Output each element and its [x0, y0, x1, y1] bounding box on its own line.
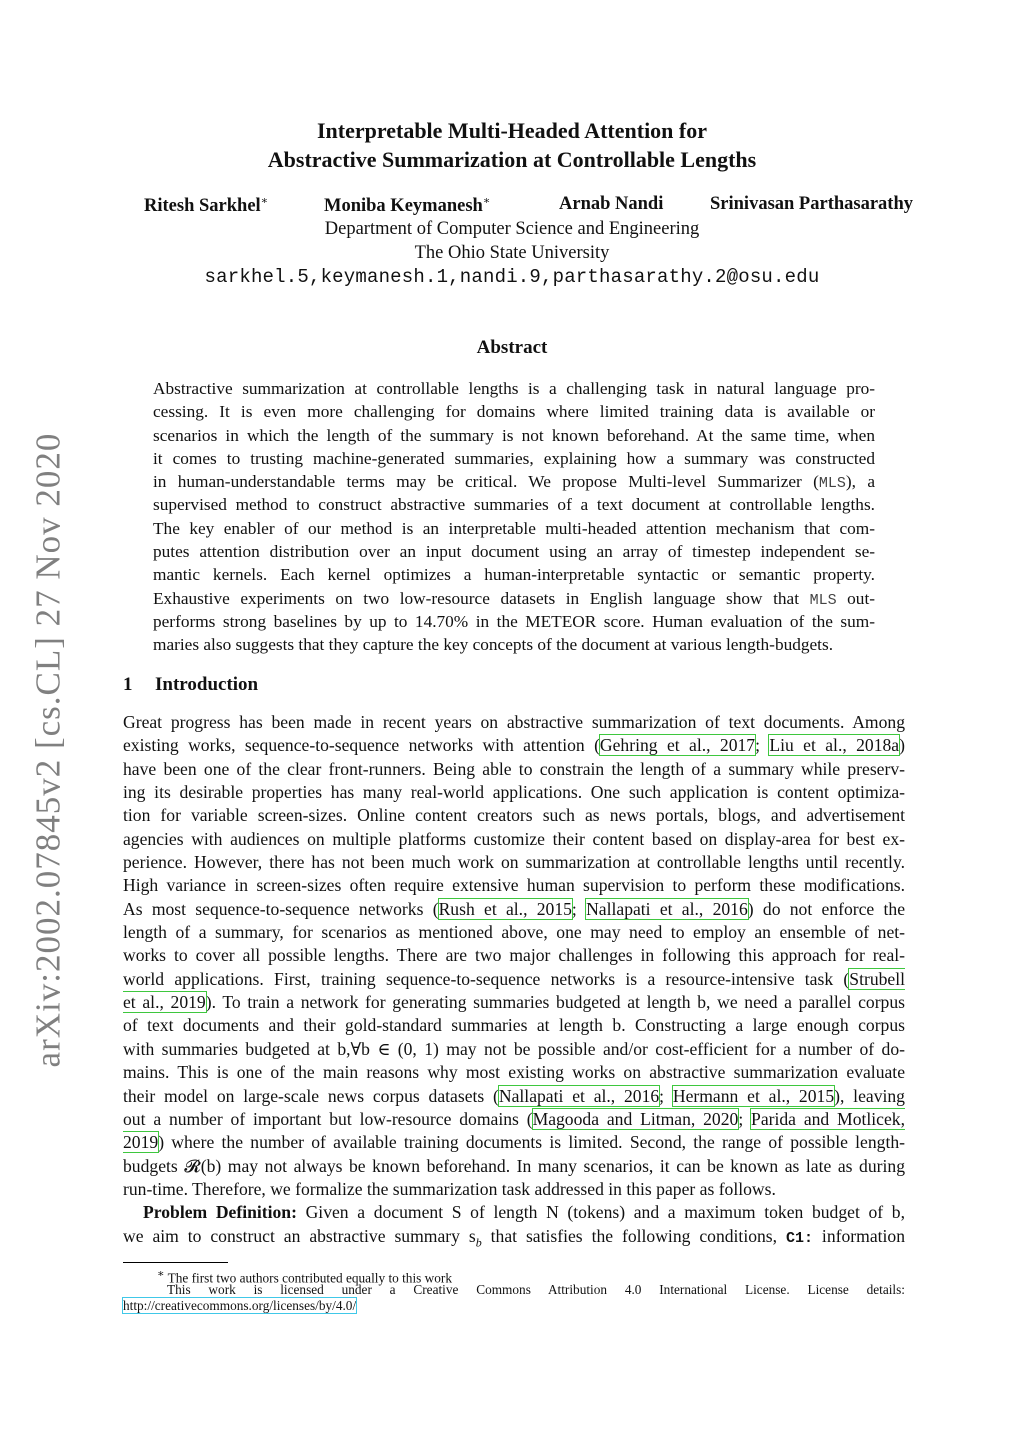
abstract-line: putes attention distribution over an input document using an array of timestep independent se-	[153, 542, 875, 562]
citation-link[interactable]: Magooda and Litman, 2020	[532, 1108, 739, 1129]
intro-line: existing works, sequence-to-sequence networks with attention (Gehring et al., 2017; Liu et al., 2018a)	[123, 735, 905, 756]
abstract-line: cessing. It is even more challenging for domains where limited training data is available or	[153, 402, 875, 422]
author-list	[0, 194, 1024, 220]
mls-acronym: MLS	[818, 475, 846, 493]
intro-line: tion for variable screen-sizes. Online content creators such as news portals, blogs, and advertisement	[123, 805, 905, 826]
abstract-line: in human-understandable terms may be critical. We propose Multi-level Summarizer (MLS), a	[153, 472, 875, 493]
mls-acronym: MLS	[809, 591, 837, 609]
abstract-line: scenarios in which the length of the summary is not known beforehand. At the same time, when	[153, 425, 875, 445]
citation-link[interactable]: Parida and Motlicek,	[751, 1108, 905, 1129]
intro-line: Problem Definition: Given a document S of length N (tokens) and a maximum token budget of b,	[143, 1202, 905, 1223]
intro-line: budgets 𝓡(b) may not always be known beforehand. In many scenarios, it can be known as late as during	[123, 1155, 905, 1176]
intro-line: mains. This is one of the main reasons why most existing works on abstractive summarization evaluate	[123, 1062, 905, 1083]
author-4: Srinivasan Parthasarathy	[710, 194, 914, 214]
footnote-license	[123, 1298, 905, 1314]
intro-line: et al., 2019). To train a network for generating summaries budgeted at length b, we need a parallel corpus	[123, 992, 905, 1013]
intro-line: have been one of the clear front-runners. Being able to constrain the length of a summary while preserv-	[123, 758, 905, 779]
intro-line: High variance in screen-sizes often require extensive human supervision to perform these modifications.	[123, 875, 905, 896]
title-line-1: Interpretable Multi-Headed Attention for	[316, 118, 708, 143]
abstract-line: supervised method to construct abstractive summaries of a text document at controllable lengths.	[153, 495, 875, 515]
intro-line: ing its desirable properties has many real-world applications. One such application is content optimiza-	[123, 782, 905, 803]
citation-link[interactable]: et al., 2019	[123, 992, 206, 1013]
intro-line: As most sequence-to-sequence networks (Rush et al., 2015; Nallapati et al., 2016) do not enforce the	[123, 898, 905, 919]
introduction-body	[123, 711, 905, 1248]
footnote-rule	[123, 1262, 228, 1263]
citation-link[interactable]: Gehring et al., 2017	[599, 735, 756, 756]
abstract-line: maries also suggests that they capture the key concepts of the document at various length-budgets.	[153, 635, 834, 655]
university: The Ohio State University	[414, 243, 610, 263]
intro-line: Great progress has been made in recent years on abstractive summarization of text documents. Among	[123, 712, 905, 732]
arxiv-identifier	[24, 432, 72, 1068]
citation-link[interactable]: Hermann et al., 2015	[672, 1085, 835, 1106]
intro-line: length of a summary, for scenarios as mentioned above, one may need to employ an ensemble of net-	[123, 922, 905, 943]
title-line-2: Abstractive Summarization at Controllable Lengths	[267, 147, 757, 172]
footnote-2: This work is licensed under a Creative Commons Attribution 4.0 International License. License details:	[167, 1282, 905, 1297]
author-3: Arnab Nandi	[559, 194, 664, 214]
license-url-link[interactable]: http://creativecommons.org/licenses/by/4.0/	[123, 1298, 357, 1313]
abstract-line: it comes to trusting machine-generated summaries, explaining how a summary was constructed	[153, 448, 875, 468]
intro-line: we aim to construct an abstractive summary $s_b$ that satisfies the following conditions, C1: information	[123, 1225, 905, 1248]
intro-line: their model on large-scale news corpus datasets (Nallapati et al., 2016; Hermann et al., 2015), leaving	[123, 1085, 905, 1106]
department: Department of Computer Science and Engineering	[324, 219, 700, 239]
abstract-heading: Abstract	[476, 337, 548, 358]
intro-line: works to cover all possible lengths. There are two major challenges in following this approach for real-	[123, 945, 905, 966]
intro-line: with summaries budgeted at b,∀b ∈ (0, 1) may not be possible and/or cost-efficient for a number of do-	[123, 1038, 905, 1059]
intro-line: perience. However, there has not been much work on summarization at controllable lengths until recently.	[123, 852, 905, 873]
condition-code: C1:	[785, 1229, 813, 1247]
abstract-line: The key enabler of our method is an interpretable multi-headed attention mechanism that com-	[153, 518, 875, 538]
footnote-1: ∗ The first two authors contributed equally to this work	[157, 1268, 452, 1286]
intro-line: of text documents and their gold-standard summaries at length b. Constructing a large enough corpus	[123, 1015, 905, 1036]
section-number: 1	[123, 674, 133, 695]
abstract-line: performs strong baselines by up to 14.70% in the METEOR score. Human evaluation of the sum-	[153, 611, 875, 631]
section-title: Introduction	[155, 674, 259, 695]
author-2: Moniba Keymanesh∗	[324, 195, 491, 217]
abstract-line: Abstractive summarization at controllable lengths is a challenging task in natural language pro-	[153, 379, 875, 398]
citation-link[interactable]: 2019	[123, 1132, 159, 1153]
intro-line: out a number of important but low-resource domains (Magooda and Litman, 2020; Parida and Motlicek,	[123, 1108, 905, 1129]
problem-definition-label: Problem Definition:	[143, 1202, 297, 1223]
citation-link[interactable]: Strubell	[849, 968, 905, 989]
abstract-body	[153, 377, 875, 657]
footnotes	[123, 1266, 905, 1314]
citation-link[interactable]: Rush et al., 2015	[438, 898, 572, 919]
intro-line: 2019) where the number of available training documents is limited. Second, the range of possible length-	[123, 1132, 905, 1153]
intro-line: run-time. Therefore, we formalize the summarization task addressed in this paper as follows.	[123, 1178, 776, 1199]
intro-line: world applications. First, training sequence-to-sequence networks is a resource-intensive task (Strubell	[123, 968, 905, 989]
citation-link[interactable]: Liu et al., 2018a	[769, 735, 900, 756]
author-emails: sarkhel.5,keymanesh.1,nandi.9,parthasarathy.2@osu.edu	[204, 266, 820, 288]
intro-line: agencies with audiences on multiple platforms customize their content based on display-area for best ex-	[123, 828, 905, 849]
citation-link[interactable]: Nallapati et al., 2016	[586, 898, 748, 919]
arxiv-identifier-text: arXiv:2002.07845v2 [cs.CL] 27 Nov 2020	[28, 432, 68, 1068]
author-1: Ritesh Sarkhel∗	[144, 195, 269, 217]
citation-link[interactable]: Nallapati et al., 2016	[498, 1085, 660, 1106]
abstract-line: mantic kernels. Each kernel optimizes a human-interpretable syntactic or semantic property.	[153, 565, 875, 585]
section-heading	[123, 674, 258, 696]
abstract-line: Exhaustive experiments on two low-resource datasets in English language show that MLS out-	[153, 588, 875, 609]
paper-title	[0, 116, 1024, 174]
